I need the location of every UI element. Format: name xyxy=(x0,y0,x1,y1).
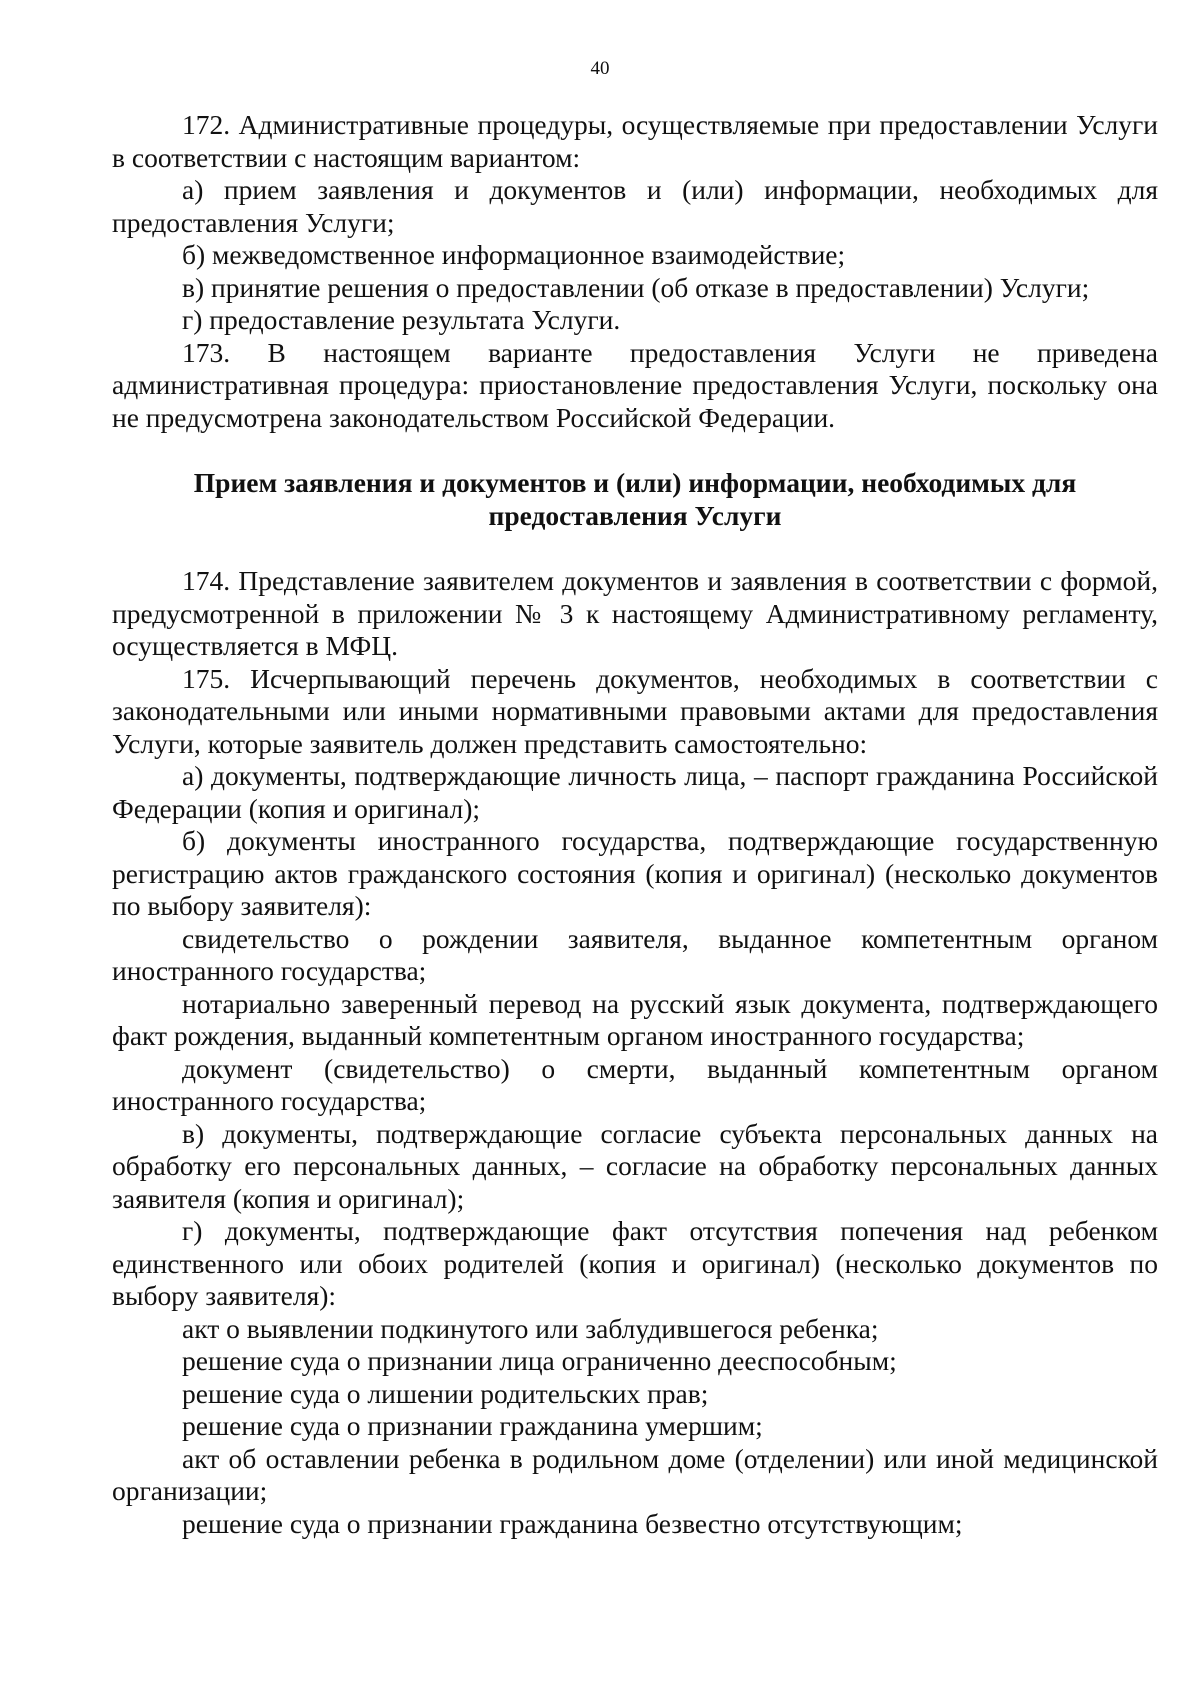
list-item-v-consent: в) документы, подтверждающие согласие субъекта персональных данных на обработку его персональных данных, – согласие на обработку персональных данных заявителя (копия и оригинал); xyxy=(112,1117,1158,1214)
list-subitem-foundling-act: акт о выявлении подкинутого или заблудившегося ребенка; xyxy=(182,1312,879,1344)
list-subitem-limited-capacity: решение суда о признании лица ограниченно дееспособным; xyxy=(182,1345,897,1376)
list-item-g: г) предоставление результата Услуги. xyxy=(182,304,621,335)
list-subitem-birth-certificate: свидетельство о рождении заявителя, выданное компетентным органом иностранного государства; xyxy=(112,922,1158,986)
list-subitem-missing-person: решение суда о признании гражданина безвестно отсутствующим; xyxy=(182,1507,963,1539)
paragraph-174: 174. Представление заявителем документов и заявления в соответствии с формой, предусмотренной в приложении № 3 к настоящему Административному регламенту, осуществляется в МФЦ. xyxy=(112,565,1158,661)
paragraph-172: 172. Административные процедуры, осуществляемые при предоставлении Услуги в соответствии с настоящим вариантом: xyxy=(112,109,1158,173)
list-item-g-no-care: г) документы, подтверждающие факт отсутствия попечения над ребенком единственного или обоих родителей (копия и оригинал) (несколько документов по выбору заявителя): xyxy=(112,1215,1158,1311)
list-subitem-declared-dead: решение суда о признании гражданина умершим; xyxy=(182,1410,763,1441)
list-subitem-abandonment-act: акт об оставлении ребенка в родильном доме (отделении) или иной медицинской организации; xyxy=(112,1442,1158,1506)
list-item-b-foreign-docs: б) документы иностранного государства, подтверждающие государственную регистрацию актов гражданского состояния (копия и оригинал) (несколько документов по выбору заявителя): xyxy=(112,825,1158,921)
paragraph-173: 173. В настоящем варианте предоставления Услуги не приведена административная процедура: приостановление предоставления Услуги, поскольку она не предусмотрена законодательством Российской Федерации. xyxy=(112,336,1158,433)
paragraph-175: 175. Исчерпывающий перечень документов, необходимых в соответствии с законодательными или иными нормативными правовыми актами для предоставления Услуги, которые заявитель должен представить самостоятельно: xyxy=(112,662,1158,759)
list-item-b: б) межведомственное информационное взаимодействие; xyxy=(182,239,846,270)
list-subitem-death-certificate: документ (свидетельство) о смерти, выданный компетентным органом иностранного государства; xyxy=(112,1052,1158,1116)
section-heading: Прием заявления и документов и (или) информации, необходимых для предоставления Услуги xyxy=(193,467,1077,531)
list-item-a: а) прием заявления и документов и (или) информации, необходимых для предоставления Услуги; xyxy=(112,174,1158,238)
document-body xyxy=(112,109,1158,1540)
list-subitem-notarized-translation: нотариально заверенный перевод на русский язык документа, подтверждающего факт рождения, выданный компетентным органом иностранного государства; xyxy=(112,987,1158,1051)
page-number: 40 xyxy=(590,58,610,79)
list-item-v: в) принятие решения о предоставлении (об отказе в предоставлении) Услуги; xyxy=(182,271,1090,303)
list-subitem-parental-rights: решение суда о лишении родительских прав; xyxy=(182,1377,709,1409)
list-item-a-passport: а) документы, подтверждающие личность лица, – паспорт гражданина Российской Федерации (копия и оригинал); xyxy=(112,760,1158,824)
